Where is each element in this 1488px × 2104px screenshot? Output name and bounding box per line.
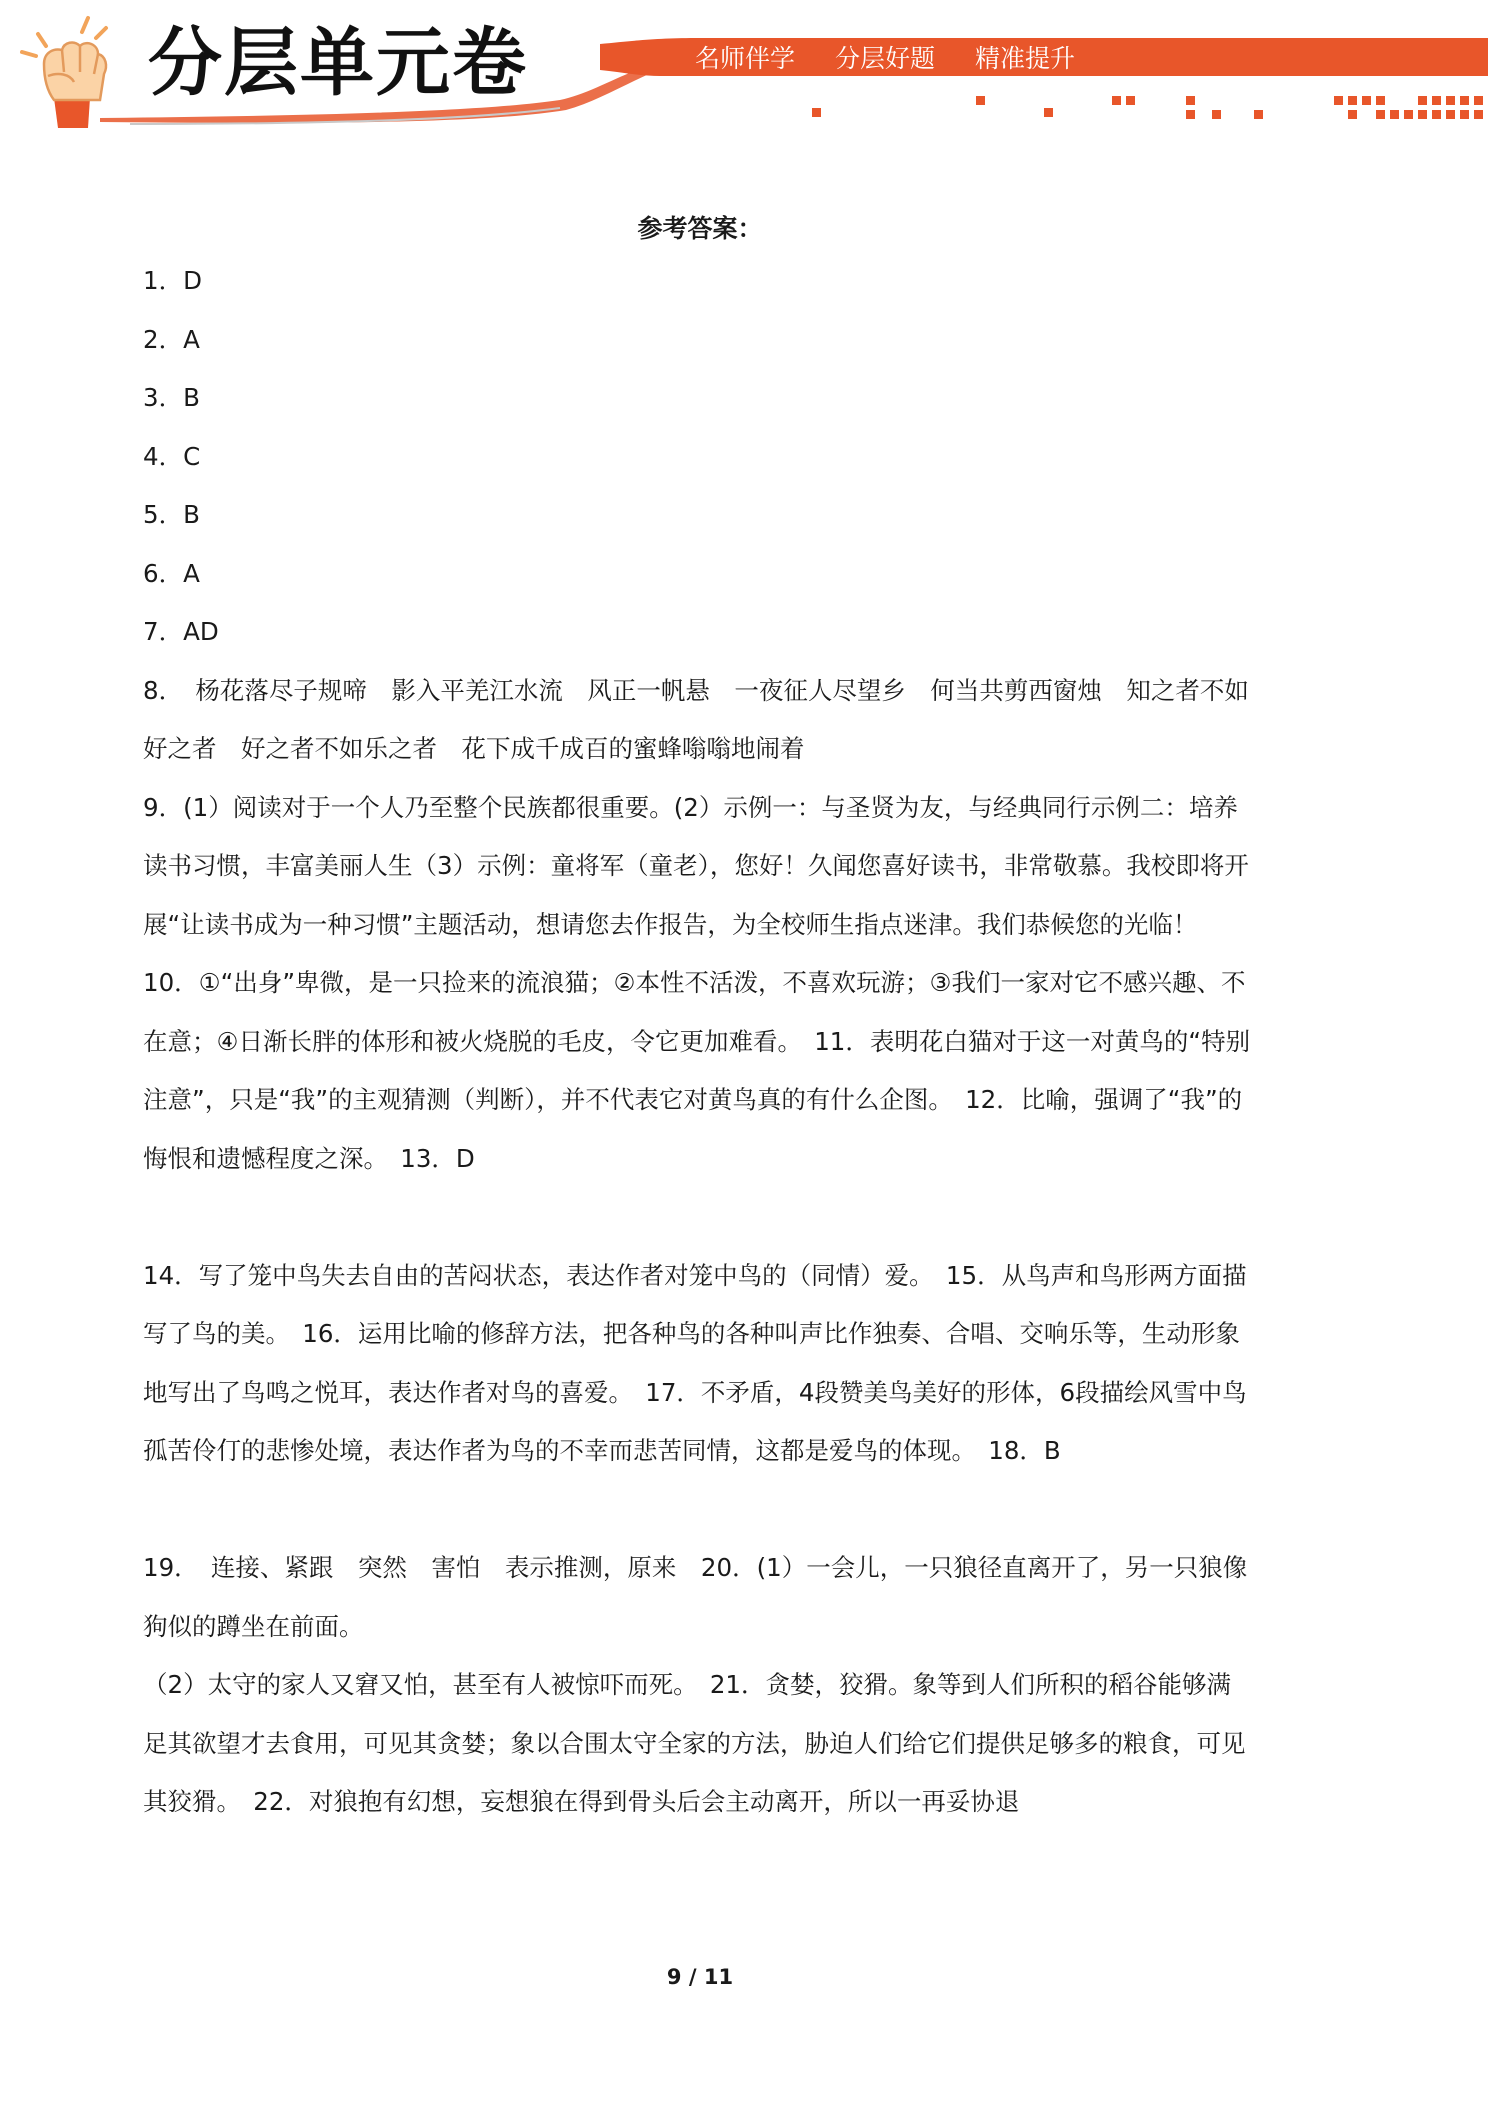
answer-paragraph: 9．(1）阅读对于一个人乃至整个民族都很重要。(2）示例一：与圣贤为友，与经典同行示例二：培养读书习惯，丰富美丽人生（3）示例：童将军（童老），您好！久闻您喜好读书，非常敬慕。我校即将开展“让读书成为一种习惯”主题活动，想请您去作报告，为全校师生指点迷津。我们恭候您的光临！ — [143, 792, 1249, 939]
answer-paragraph: 10．①“出身”卑微，是一只捡来的流浪猫；②本性不活泼，不喜欢玩游；③我们一家对它不感兴趣、不在意；④日渐长胖的体形和被火烧脱的毛皮，令它更加难看。 11．表明花白猫对于这一对黄鸟的“特别注意”，只是“我”的主观猜测（判断），并不代表它对黄鸟真的有什么企图。 12．比喻，强调了“我”的悔恨和遗憾程度之深。 13．D — [143, 968, 1251, 1173]
brand-title: 分层单元卷 — [148, 20, 528, 106]
answer-item: 1．D — [143, 266, 202, 295]
answer-item: 2．A — [143, 324, 200, 354]
answer-key-title: 参考答案： — [637, 214, 763, 243]
answer-item: 4．C — [143, 441, 201, 471]
header-slogan — [695, 42, 1097, 76]
answer-paragraph: 8． 杨花落尽子规啼 影入平羌江水流 风正一帆悬 一夜征人尽望乡 何当共剪西窗烛 知之者不如好之者 好之者不如乐之者 花下成千成百的蜜蜂嗡嗡地闹着 — [143, 675, 1249, 763]
paragraph-gap — [143, 1188, 1253, 1247]
slogan-item: 分层好题 — [834, 44, 935, 73]
answer-item: 5．B — [143, 500, 200, 529]
raised-fist-icon — [14, 14, 134, 134]
slogan-item: 名师伴学 — [695, 44, 796, 73]
answer-paragraph: （2）太守的家人又窘又怕，甚至有人被惊吓而死。 21．贪婪，狡猾。象等到人们所积的稻谷能够满足其欲望才去食用，可见其贪婪；象以合围太守全家的方法，胁迫人们给它们提供足够多的粮食，可见其狡猾。 22．对狼抱有幻想，妄想狼在得到骨头后会主动离开，所以一再妥协退 — [143, 1670, 1246, 1816]
answer-paragraph: 14．写了笼中鸟失去自由的苦闷状态，表达作者对笼中鸟的（同情）爱。 15．从鸟声和鸟形两方面描写了鸟的美。 16．运用比喻的修辞方法，把各种鸟的各种叫声比作独奏、合唱、交响乐等，生动形象地写出了鸟鸣之悦耳，表达作者对鸟的喜爱。 17．不矛盾，4段赞美鸟美好的形体，6段描绘风雪中鸟孤苦伶仃的悲惨处境，表达作者为鸟的不幸而悲苦同情，这都是爱鸟的体现。 18．B — [143, 1260, 1247, 1465]
answer-content — [143, 252, 1253, 1832]
answer-item: 6．A — [143, 558, 200, 588]
page-header — [0, 0, 1488, 130]
paragraph-gap — [143, 1481, 1253, 1540]
page-number: 9 / 11 — [666, 1965, 734, 1989]
answer-paragraph: 19． 连接、紧跟 突然 害怕 表示推测，原来 20．(1）一会儿，一只狼径直离开了，另一只狼像狗似的蹲坐在前面。 — [143, 1553, 1248, 1641]
answer-item: 7．AD — [143, 617, 219, 646]
answer-item: 3．B — [143, 383, 200, 412]
slogan-item: 精准提升 — [974, 44, 1075, 73]
